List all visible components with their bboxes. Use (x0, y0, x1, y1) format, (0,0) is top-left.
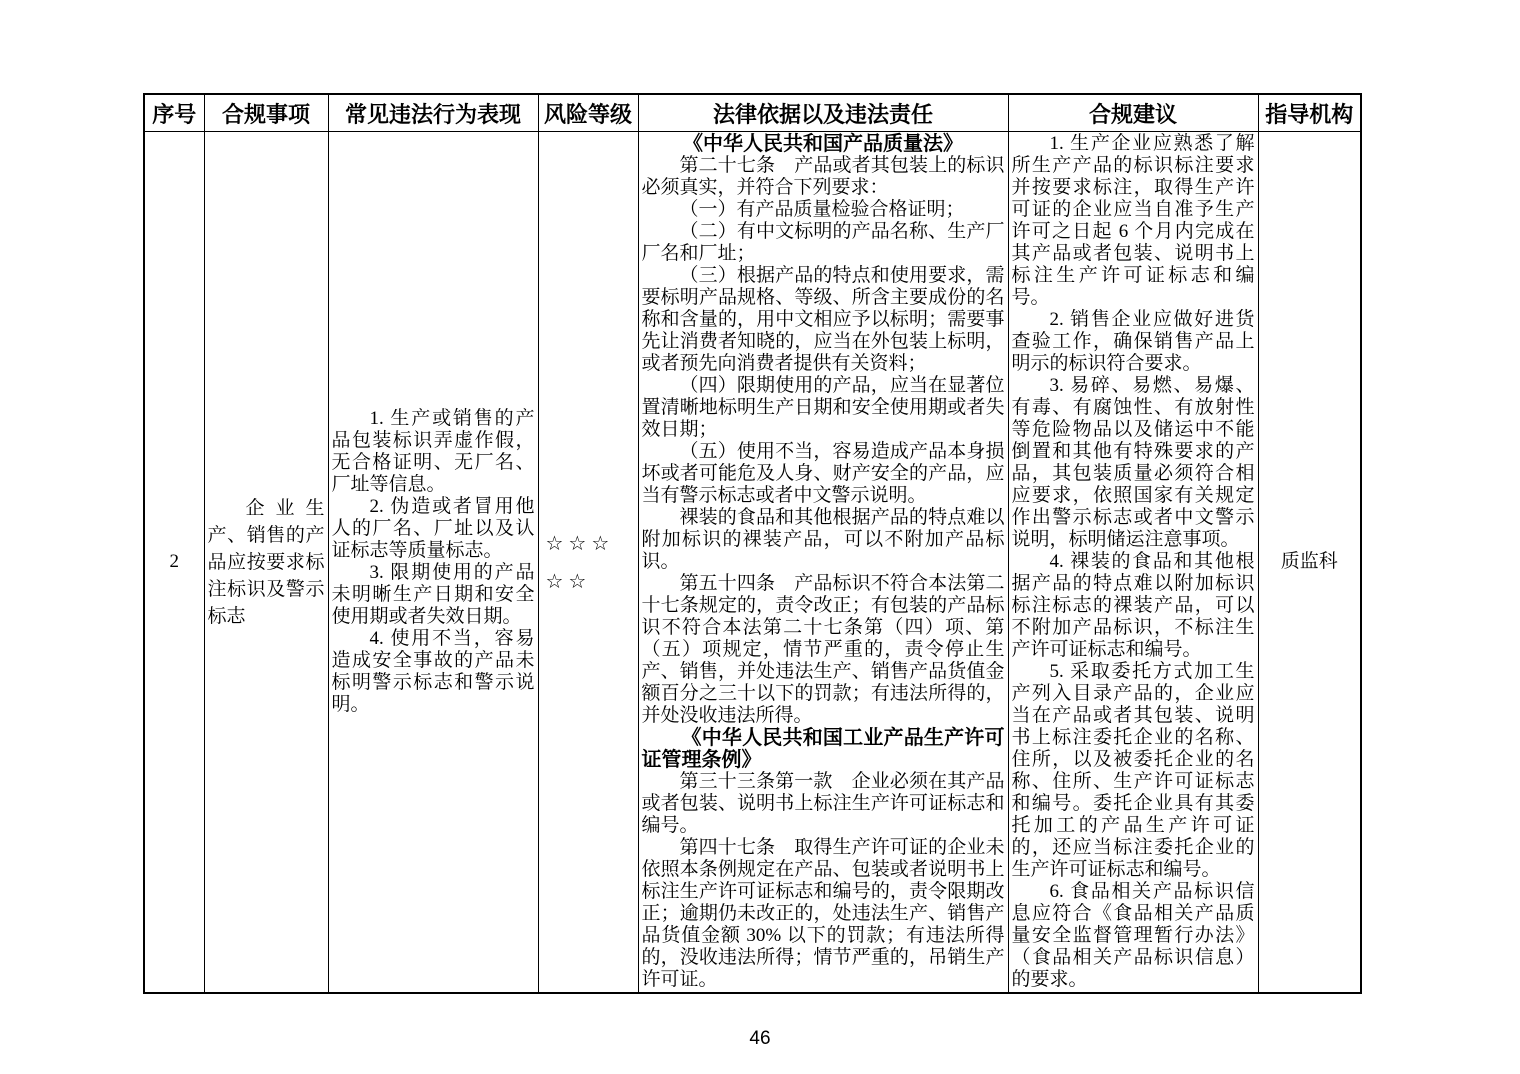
legal-paragraph: 第四十七条 取得生产许可证的企业未依照本条例规定在产品、包装或者说明书上标注生产许可证标志和编号的，责令限期改正；逾期仍未改正的，处违法生产、销售产品货值金额 30% 以下的罚款；有违法所得的，没收违法所得；情节严重的，吊销生产许可证。 (641, 837, 1005, 990)
legal-paragraph: （五）使用不当，容易造成产品本身损坏或者可能危及人身、财产安全的产品，应当有警示标志或者中文警示说明。 (641, 441, 1005, 506)
header-row (144, 94, 1361, 132)
legal-paragraph: 第三十三条第一款 企业必须在其产品或者包装、说明书上标注生产许可证标志和编号。 (641, 771, 1005, 836)
col-header-advice: 合规建议 (1008, 94, 1258, 132)
law-title-product-quality-law: 《中华人民共和国产品质量法》 (683, 133, 963, 155)
col-header-violations: 常见违法行为表现 (328, 94, 538, 132)
legal-paragraph: 第五十四条 产品标识不符合本法第二十七条规定的，责令改正；有包装的产品标识不符合本法第二十七条第（四）项、第（五）项规定，情节严重的，责令停止生产、销售，并处违法生产、销售产品货值金额百分之三十以下的罚款；有违法所得的，并处没收违法所得。 (641, 573, 1005, 726)
col-header-compliance-item: 合规事项 (204, 94, 328, 132)
table-row (144, 132, 1361, 994)
col-header-index: 序号 (144, 94, 204, 132)
row-index: 2 (169, 551, 179, 572)
cell-index (144, 132, 204, 994)
cell-advice (1008, 132, 1258, 994)
law-title-production-license-regulation: 《中华人民共和国工业产品生产许可证管理条例》 (641, 727, 1005, 771)
legal-paragraph: （二）有中文标明的产品名称、生产厂厂名和厂址； (641, 221, 1005, 264)
page-number: 46 (749, 1028, 771, 1049)
legal-paragraph: （四）限期使用的产品，应当在显著位置清晰地标明生产日期和安全使用期或者失效日期； (641, 375, 1005, 440)
legal-paragraph: 裸装的食品和其他根据产品的特点难以附加标识的裸装产品，可以不附加产品标识。 (641, 507, 1005, 572)
advice-item-3: 3. 易碎、易燃、易爆、有毒、有腐蚀性、有放射性等危险物品以及储运中不能倒置和其他有特殊要求的产品，其包装质量必须符合相应要求，依照国家有关规定作出警示标志或者中文警示说明，标明储运注意事项。 (1011, 375, 1255, 550)
agency-name: 质监科 (1280, 551, 1338, 572)
cell-violations (328, 132, 538, 994)
cell-legal-basis (638, 132, 1008, 994)
violation-item-2: 2. 伪造或者冒用他人的厂名、厂址以及认证标志等质量标志。 (331, 496, 535, 561)
col-header-agency: 指导机构 (1258, 94, 1361, 132)
advice-item-4: 4. 裸装的食品和其他根据产品的特点难以附加标识标注标志的裸装产品，可以不附加产品标识，不标注生产许可证标志和编号。 (1011, 551, 1255, 660)
legal-paragraph: 第二十七条 产品或者其包装上的标识必须真实，并符合下列要求： (641, 155, 1005, 198)
col-header-legal-basis: 法律依据以及违法责任 (638, 94, 1008, 132)
violation-item-4: 4. 使用不当，容易造成安全事故的产品未标明警示标志和警示说明。 (331, 628, 535, 715)
violation-item-3: 3. 限期使用的产品未明晰生产日期和安全使用期或者失效日期。 (331, 562, 535, 627)
violation-item-1: 1. 生产或销售的产品包装标识弄虚作假，无合格证明、无厂名、厂址等信息。 (331, 408, 535, 495)
risk-stars: ☆☆☆☆☆ (545, 531, 615, 593)
cell-risk-level (538, 132, 638, 994)
cell-compliance-item (204, 132, 328, 994)
legal-paragraph: （一）有产品质量检验合格证明； (679, 199, 965, 220)
legal-paragraph: （三）根据产品的特点和使用要求，需要标明产品规格、等级、所含主要成份的名称和含量的，用中文相应予以标明；需要事先让消费者知晓的，应当在外包装上标明，或者预先向消费者提供有关资料； (641, 265, 1005, 374)
col-header-risk-level: 风险等级 (538, 94, 638, 132)
advice-item-6: 6. 食品相关产品标识信息应符合《食品相关产品质量安全监督管理暂行办法》（食品相关产品标识信息）的要求。 (1011, 881, 1255, 990)
advice-item-2: 2. 销售企业应做好进货查验工作，确保销售产品上明示的标识符合要求。 (1011, 309, 1255, 374)
compliance-table (143, 93, 1362, 994)
compliance-item-text: 企业生产、销售的产品应按要求标注标识及警示标志 (207, 497, 325, 627)
advice-item-1: 1. 生产企业应熟悉了解所生产产品的标识标注要求并按要求标注，取得生产许可证的企业应当自准予生产许可之日起 6 个月内完成在其产品或者包装、说明书上标注生产许可证标志和编号。 (1011, 133, 1255, 308)
advice-item-5: 5. 采取委托方式加工生产列入目录产品的，企业应当在产品或者其包装、说明书上标注委托企业的名称、住所，以及被委托企业的名称、住所、生产许可证标志和编号。委托企业具有其委托加工的产品生产许可证的，还应当标注委托企业的生产许可证标志和编号。 (1011, 661, 1255, 880)
cell-agency (1258, 132, 1361, 994)
